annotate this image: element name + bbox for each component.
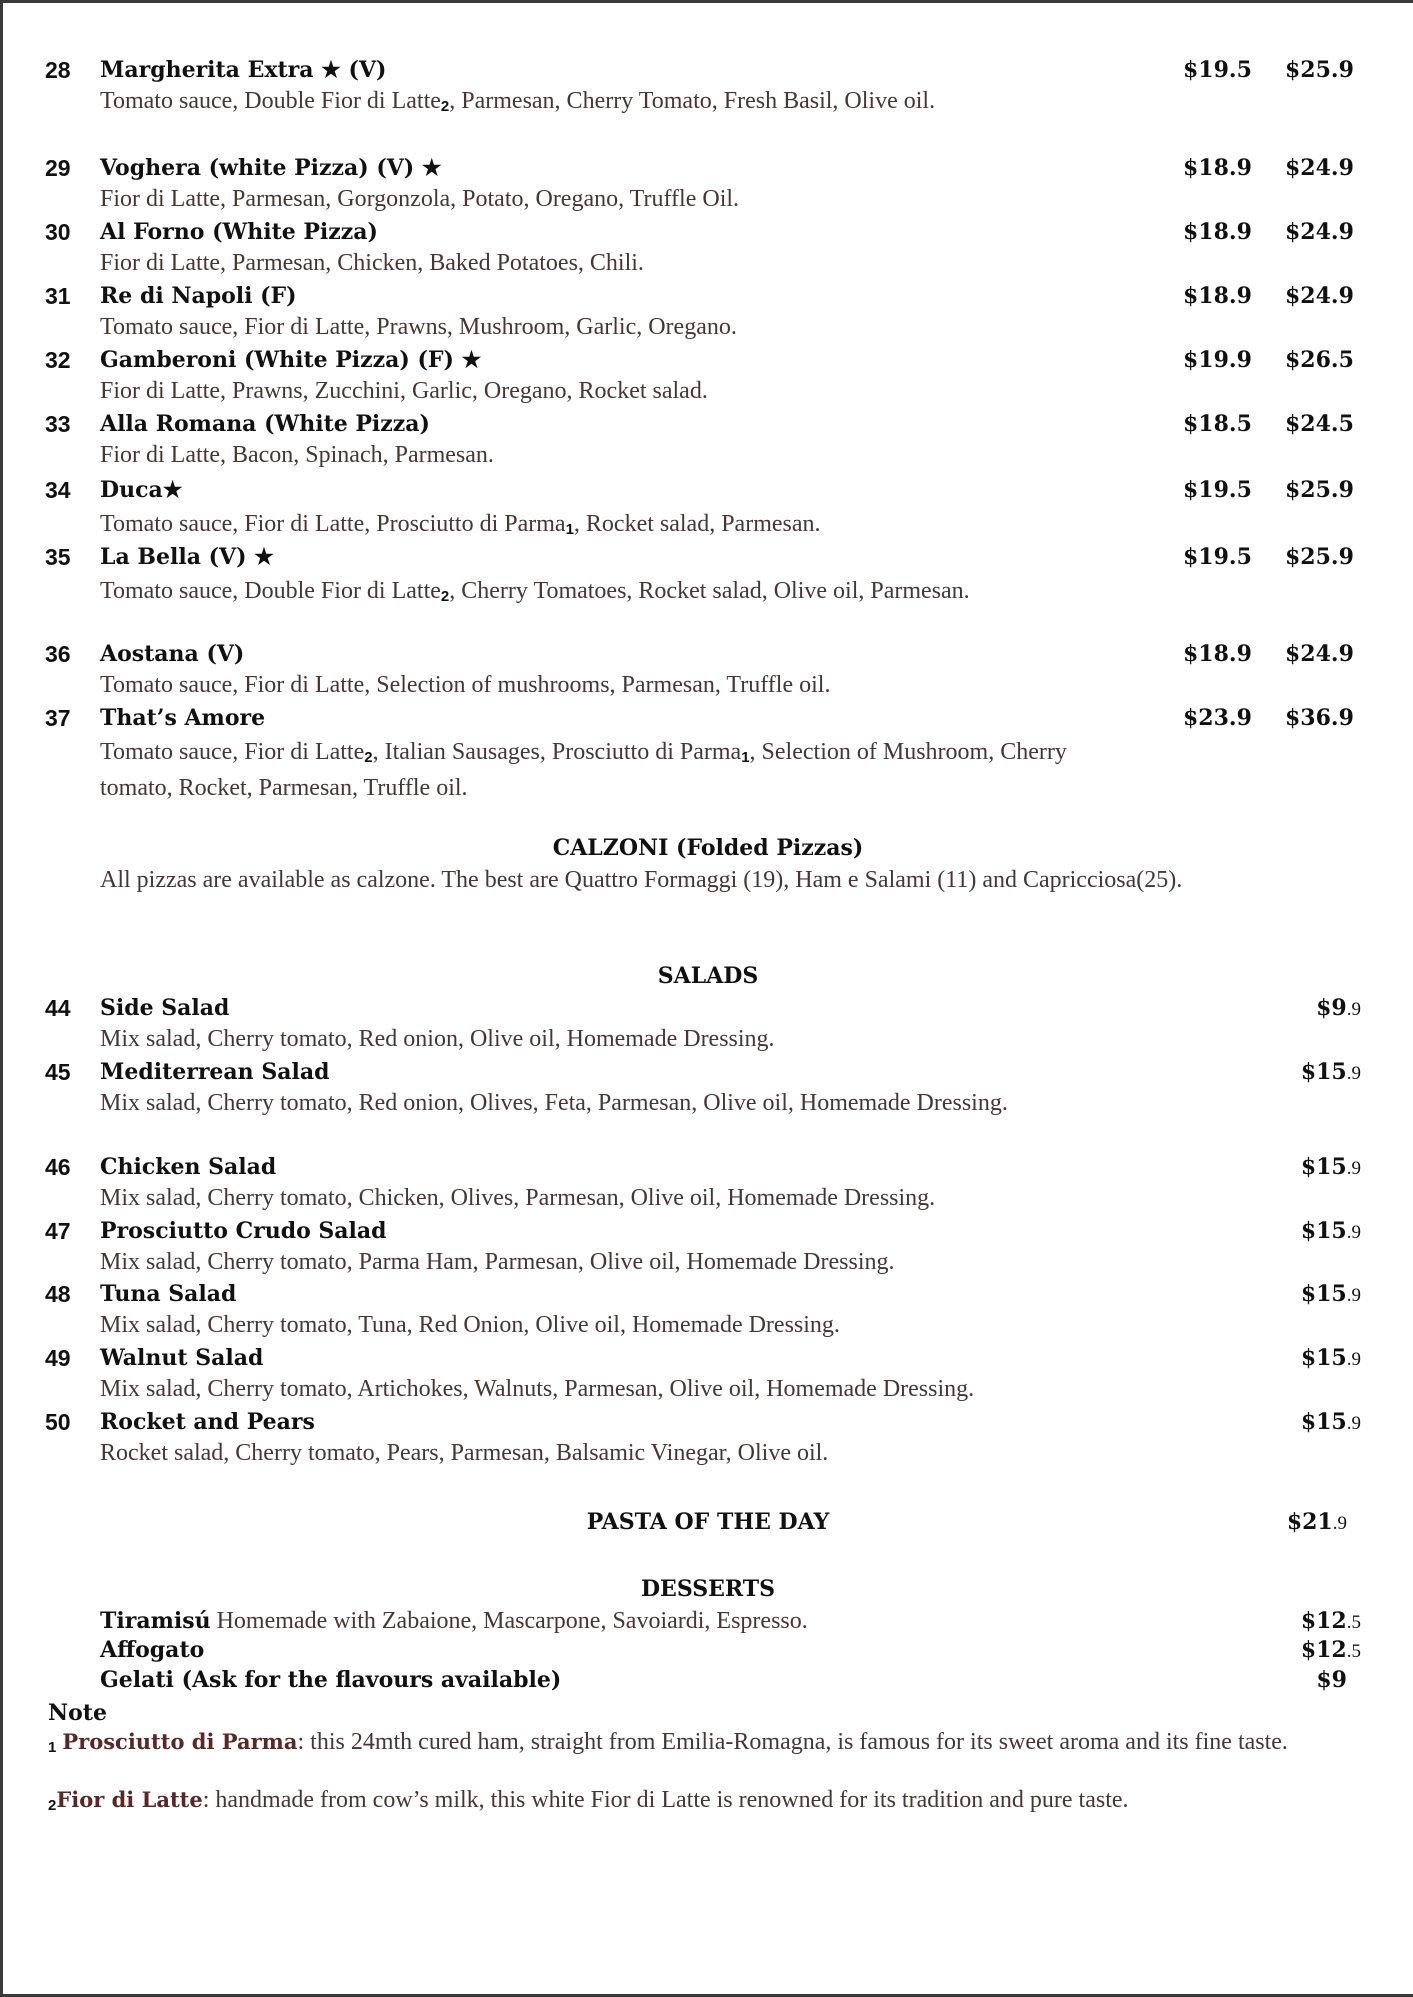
price-small: $23.9 (1183, 705, 1252, 731)
item-description: Fior di Latte, Bacon, Spinach, Parmesan. (100, 442, 494, 468)
item-name: That’s Amore (100, 705, 266, 731)
item-number: 33 (45, 411, 71, 437)
item-price: $15.9 (1300, 1345, 1361, 1371)
price-large: $24.5 (1285, 411, 1354, 437)
footnote-term: Fior di Latte (56, 1787, 203, 1812)
note-title: Note (48, 1700, 107, 1726)
item-name: Alla Romana (White Pizza) (100, 411, 430, 437)
item-number: 32 (45, 347, 71, 373)
item-description: Mix salad, Cherry tomato, Parma Ham, Parmesan, Olive oil, Homemade Dressing. (100, 1249, 895, 1275)
dessert-description: Homemade with Zabaione, Mascarpone, Savoiardi, Espresso. (210, 1608, 808, 1634)
price-large: $25.9 (1285, 544, 1354, 570)
item-number: 35 (45, 544, 71, 570)
item-name: La Bella (V) ★ (100, 544, 274, 570)
item-description: Fior di Latte, Prawns, Zucchini, Garlic, Oregano, Rocket salad. (100, 378, 708, 404)
dessert-item (100, 1606, 1400, 1638)
footnote-marker: 2 (364, 749, 373, 766)
item-description: Tomato sauce, Fior di Latte$_2$, Italian Sausages, Prosciutto di Parma$_1$, Selection of Mushroom, Cherry tomato, Rocket, Parmesan, Truffle oil. (100, 739, 1067, 801)
item-price: $15.9 (1300, 1218, 1361, 1244)
item-description: Tomato sauce, Fior di Latte, Selection of mushrooms, Parmesan, Truffle oil. (100, 672, 831, 698)
item-number: 50 (45, 1409, 71, 1435)
price-small: $19.5 (1183, 57, 1252, 83)
item-number: 44 (45, 995, 71, 1021)
price-small: $18.9 (1183, 283, 1252, 309)
price-small: $19.5 (1183, 477, 1252, 503)
dessert-price: $12.5 (1300, 1608, 1361, 1634)
item-number: 29 (45, 155, 71, 181)
item-description: Tomato sauce, Double Fior di Latte$_2$, Parmesan, Cherry Tomato, Fresh Basil, Olive oil. (100, 88, 936, 115)
item-number: 45 (45, 1059, 71, 1085)
item-description: Mix salad, Cherry tomato, Tuna, Red Onion, Olive oil, Homemade Dressing. (100, 1312, 840, 1338)
item-name: Tuna Salad (100, 1281, 237, 1307)
dessert-name: Affogato (100, 1637, 205, 1663)
item-description: Fior di Latte, Parmesan, Chicken, Baked Potatoes, Chili. (100, 250, 644, 276)
footnote: $_1$ Prosciutto di Parma: this 24mth cured ham, straight from Emilia-Romagna, is famous for its sweet aroma and its fine taste. (48, 1729, 1288, 1756)
section-title-pasta: PASTA OF THE DAY (586, 1509, 830, 1535)
price-large: $26.5 (1285, 347, 1354, 373)
footnote-marker: 1 (565, 521, 574, 538)
item-number: 31 (45, 283, 71, 309)
item-name: Prosciutto Crudo Salad (100, 1218, 387, 1244)
dessert-item (100, 1635, 1400, 1667)
item-number: 46 (45, 1154, 71, 1180)
item-description: Rocket salad, Cherry tomato, Pears, Parmesan, Balsamic Vinegar, Olive oil. (100, 1440, 829, 1466)
item-number: 28 (45, 57, 71, 83)
price-small: $18.9 (1183, 641, 1252, 667)
item-description: Tomato sauce, Double Fior di Latte$_2$, Cherry Tomatoes, Rocket salad, Olive oil, Parmesan. (100, 578, 970, 605)
menu-page (3, 3, 1413, 1994)
footnote-marker: 2 (440, 588, 450, 605)
item-description: Mix salad, Cherry tomato, Red onion, Olives, Feta, Parmesan, Olive oil, Homemade Dressing. (100, 1090, 1008, 1116)
section-title-salads: SALADS (657, 963, 759, 989)
item-number: 48 (45, 1281, 71, 1307)
footnote-marker: 2 (440, 98, 450, 115)
item-description: Mix salad, Cherry tomato, Artichokes, Walnuts, Parmesan, Olive oil, Homemade Dressing. (100, 1376, 975, 1402)
item-price: $15.9 (1300, 1059, 1361, 1085)
dessert-price: $12.5 (1300, 1637, 1361, 1663)
item-number: 49 (45, 1345, 71, 1371)
footnote-marker: 1 (741, 749, 750, 766)
price-large: $36.9 (1285, 705, 1354, 731)
dessert-name: Tiramisú (100, 1608, 211, 1634)
footnote: $_2$Fior di Latte: handmade from cow’s milk, this white Fior di Latte is renowned for its tradition and pure taste. (48, 1787, 1129, 1814)
item-number: 34 (45, 477, 71, 503)
item-price: $15.9 (1300, 1281, 1361, 1307)
footnote-marker: 2 (48, 1797, 57, 1814)
dessert-price: $9 (1316, 1667, 1347, 1693)
price-large: $24.9 (1285, 219, 1354, 245)
footnote-term: Prosciutto di Parma (62, 1729, 298, 1754)
price-small: $19.9 (1183, 347, 1252, 373)
calzoni-description: All pizzas are available as calzone. The best are Quattro Formaggi (19), Ham e Salami (11) and Capricciosa(25). (100, 867, 1183, 893)
section-title-desserts: DESSERTS (640, 1576, 776, 1602)
item-name: Margherita Extra ★ (V) (100, 57, 387, 83)
pasta-price: $21.9 (1286, 1509, 1347, 1535)
item-number: 37 (45, 705, 71, 731)
item-name: Al Forno (White Pizza) (100, 219, 378, 245)
item-number: 36 (45, 641, 71, 667)
item-price: $15.9 (1300, 1154, 1361, 1180)
item-name: Gamberoni (White Pizza) (F) ★ (100, 347, 482, 373)
price-small: $18.9 (1183, 219, 1252, 245)
footnote-marker: 1 (48, 1739, 57, 1756)
price-large: $24.9 (1285, 283, 1354, 309)
price-large: $25.9 (1285, 477, 1354, 503)
item-description: Mix salad, Cherry tomato, Chicken, Olives, Parmesan, Olive oil, Homemade Dressing. (100, 1185, 936, 1211)
item-description: Tomato sauce, Fior di Latte, Prawns, Mushroom, Garlic, Oregano. (100, 314, 737, 340)
item-name: Mediterrean Salad (100, 1059, 330, 1085)
price-large: $25.9 (1285, 57, 1354, 83)
price-large: $24.9 (1285, 155, 1354, 181)
item-name: Voghera (white Pizza) (V) ★ (100, 155, 442, 181)
section-title-calzoni: CALZONI (Folded Pizzas) (552, 835, 864, 861)
item-description: Tomato sauce, Fior di Latte, Prosciutto di Parma$_1$, Rocket salad, Parmesan. (100, 511, 821, 538)
price-small: $18.5 (1183, 411, 1252, 437)
item-price: $15.9 (1300, 1409, 1361, 1435)
item-name: Aostana (V) (100, 641, 245, 667)
item-name: Chicken Salad (100, 1154, 277, 1180)
price-large: $24.9 (1285, 641, 1354, 667)
dessert-name: Gelati (Ask for the flavours available) (100, 1667, 562, 1693)
price-small: $18.9 (1183, 155, 1252, 181)
item-description: Mix salad, Cherry tomato, Red onion, Olive oil, Homemade Dressing. (100, 1026, 775, 1052)
item-name: Duca★ (100, 477, 183, 503)
item-name: Walnut Salad (100, 1345, 264, 1371)
item-name: Rocket and Pears (100, 1409, 315, 1435)
item-name: Side Salad (100, 995, 230, 1021)
item-name: Re di Napoli (F) (100, 283, 297, 309)
item-description: Fior di Latte, Parmesan, Gorgonzola, Potato, Oregano, Truffle Oil. (100, 186, 740, 212)
item-number: 30 (45, 219, 71, 245)
dessert-item (100, 1665, 1400, 1697)
price-small: $19.5 (1183, 544, 1252, 570)
item-number: 47 (45, 1218, 71, 1244)
item-price: $9.9 (1316, 995, 1361, 1021)
